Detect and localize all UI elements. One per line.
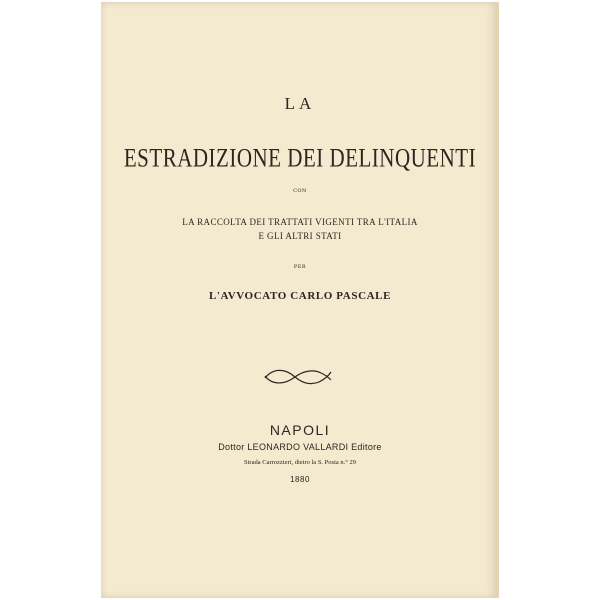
subtitle-line-1: LA RACCOLTA DEI TRATTATI VIGENTI TRA L'ITALIA [182,217,418,227]
imprint-address: Strada Carrozzieri, dietro la S. Posta n.° 29 [244,459,356,466]
author-line: L'AVVOCATO CARLO PASCALE [208,290,392,302]
title-page [101,2,499,598]
subtitle-line-2: E GLI ALTRI STATI [258,231,342,241]
connector-con: CON [293,188,307,194]
imprint-year: 1880 [290,475,310,484]
flourish-ornament-icon [263,366,333,388]
imprint-city: NAPOLI [269,422,331,438]
connector-per: PER [293,264,307,270]
imprint-publisher: Dottor LEONARDO VALLARDI Editore [218,442,382,452]
main-title: ESTRADIZIONE DEI DELINQUENTI [123,142,477,173]
title-article: LA [284,94,316,113]
